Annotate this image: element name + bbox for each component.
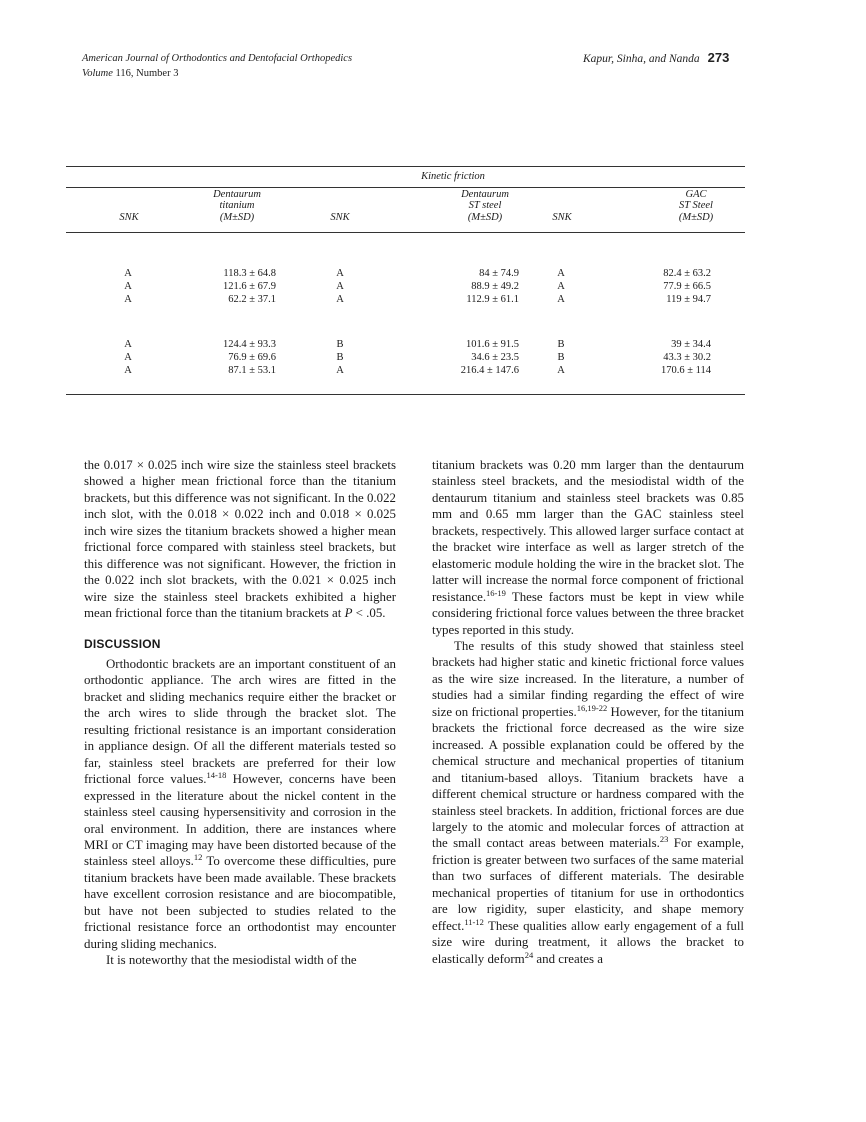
spanning-header: Kinetic friction: [421, 171, 485, 182]
page-number: 273: [707, 50, 730, 65]
citation: 23: [659, 834, 669, 845]
paragraph-discussion-3: The results of this study showed that stainless steel brackets had higher static and kinetic frictional force values as the wire size increased. In the literature, a number of studies had a similar finding regarding the effect of wire size on frictional properties.$^{16,19-22}$ However, for the titanium brackets the frictional force decreased as the wire size increased. A possible explanation could be offered by the chemical structure and mechanical properties of titanium and titanium-based alloys. Titanium brackets have a different chemical structure or hardness compared with the stainless steel brackets. In addition, frictional forces are due largely to the atomic and molecular forces of attraction at the small contact areas between materials.$^{23}$ For example, friction is greater between two surfaces of the same material than two surfaces of different materials. The desirable mechanical properties of titanium for use in orthodontics are low rigidity, super elasticity, and shape memory effect.$^{11-12}$ These qualities allow early engagement of a full size wire during treatment, it allows the bracket to elastically deform$^{24}$ and creates a: [432, 638, 744, 966]
col-header-snk-2: SNK: [330, 211, 350, 223]
citation: 12: [193, 852, 203, 863]
paragraph-results-end: the 0.017 × 0.025 inch wire size the stainless steel brackets showed a higher mean frictional force than the titanium brackets, but this difference was not significant. In the 0.022 inch slot, with the 0.018 × 0.022 inch and 0.018 × 0.025 inch wire sizes the titanium brackets showed a higher mean frictional force compared with stainless steel brackets, but this difference was not significant. However, the friction in the 0.022 inch slot brackets, with the 0.021 × 0.025 inch wire size the stainless steel brackets exhibited a higher mean frictional force than the titanium brackets at P < .05.: [84, 458, 396, 621]
row-group-2: [66, 338, 745, 377]
citation: 16,19-22: [576, 702, 608, 713]
table-row: A 87.1 ± 53.1 A 216.4 ± 147.6 A 170.6 ± 114: [124, 365, 711, 376]
table-row: A 124.4 ± 93.3 B 101.6 ± 91.5 B 39 ± 34.4: [124, 339, 711, 350]
body-column-left: [84, 457, 396, 969]
table-row: A 121.6 ± 67.9 A 88.9 ± 49.2 A 77.9 ± 66.5: [124, 281, 711, 292]
citation: 24: [524, 949, 534, 960]
issue-number: 3: [173, 68, 179, 79]
citation: 16-19: [486, 587, 506, 598]
col-header-gac-st-steel: GAC ST Steel (M±SD): [678, 188, 714, 223]
row-group-1: [66, 267, 745, 306]
volume-issue: Volume 116, Number 3: [82, 68, 179, 79]
col-header-dentaurum-st-steel: Dentaurum ST steel (M±SD): [461, 188, 509, 223]
column-headers: [66, 188, 745, 232]
paragraph-discussion-2-start: It is noteworthy that the mesiodistal width of the: [106, 953, 357, 968]
table-row: A 62.2 ± 37.1 A 112.9 ± 61.1 A 119 ± 94.7: [124, 294, 711, 305]
table-row: A 118.3 ± 64.8 A 84 ± 74.9 A 82.4 ± 63.2: [124, 268, 711, 279]
col-header-snk-1: SNK: [119, 211, 139, 223]
running-head-left: [82, 51, 352, 81]
body-column-right: [432, 457, 744, 967]
paragraph-discussion-1: Orthodontic brackets are an important constituent of an orthodontic appliance. The arch wires are fitted in the bracket and sliding mechanics require either the bracket or the arch wires to slide through the bracket slot. The resulting frictional resistance is an important consideration in appliance design. Of all the different materials tested so far, stainless steel brackets are preferred for their low frictional force values.$^{14-18}$ However, concerns have been expressed in the literature about the nickel content in the stainless steel causing hypersensitivity and corrosion in the oral environment. In addition, there are instances where MRI or CT imaging may have been distorted because of the stainless steel alloys.$^{12}$ To overcome these difficulties, pure titanium brackets have been made available. These brackets have excellent corrosion resistance and are biocompatible, but have not been subjected to studies related to the frictional resistance force an orthodontist may encounter during sliding mechanics.: [84, 656, 397, 951]
journal-title: American Journal of Orthodontics and Dentofacial Orthopedics: [82, 53, 353, 64]
table-body: [66, 233, 745, 393]
table-bottom-rule: [66, 394, 745, 395]
col-header-dentaurum-titanium: Dentaurum titanium (M±SD): [213, 188, 261, 223]
table-row: A 76.9 ± 69.6 B 34.6 ± 23.5 B 43.3 ± 30.2: [124, 352, 711, 363]
citation: 14-18: [206, 770, 227, 781]
authors: Kapur, Sinha, and Nanda: [583, 53, 700, 65]
col-header-snk-3: SNK: [552, 211, 572, 223]
kinetic-friction-table: [66, 166, 745, 393]
running-head-right: [583, 50, 729, 65]
citation: 11-12: [464, 916, 484, 927]
paragraph-discussion-2-cont: titanium brackets was 0.20 mm larger than the dentaurum stainless steel brackets, and the mesiodistal width of the dentaurum titanium and stainless steel brackets was 0.85 mm and 0.65 mm larger than the GAC stainless steel brackets, respectively. This allowed larger surface contact at the bracket wire interface as well as larger stretch of the elastomeric module holding the wire in the bracket slot. The latter will increase the normal force component of frictional resistance.$^{16-19}$ These factors must be kept in view while considering frictional force values between the three bracket types reported in this study.: [432, 458, 744, 637]
volume-number: 116: [115, 68, 131, 79]
section-heading-discussion: DISCUSSION: [84, 636, 161, 651]
